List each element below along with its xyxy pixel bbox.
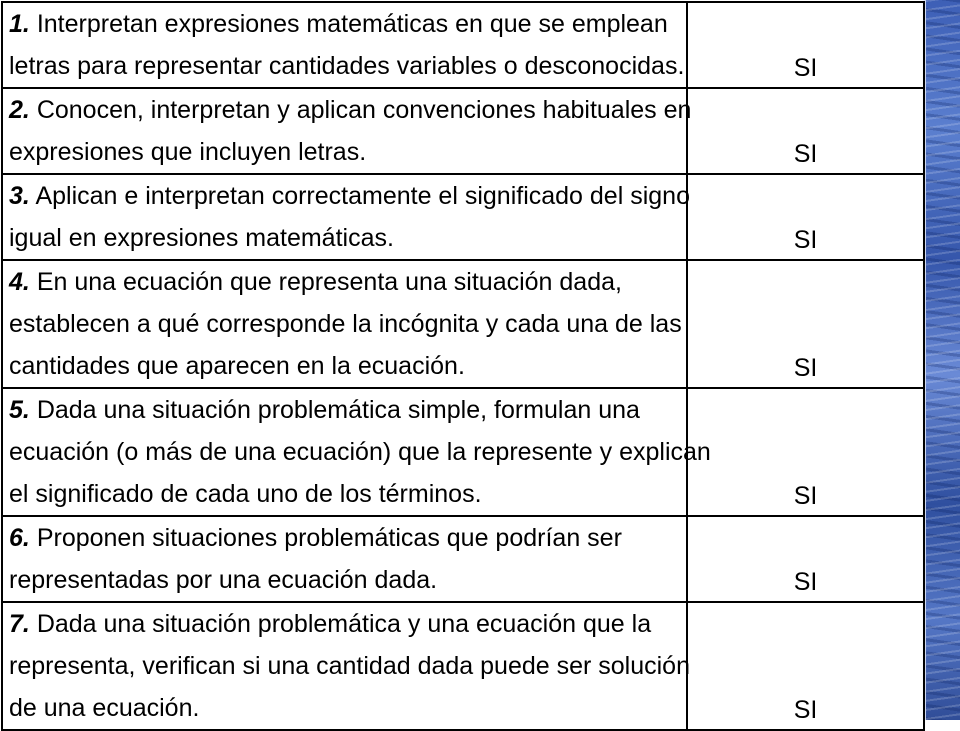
criterion-line [3,3,686,45]
criterion-value: SI [793,354,818,382]
criterion-line-text: Interpretan expresiones matemáticas en que se emplean [36,10,668,38]
criterion-value: SI [793,696,818,724]
criterion-line: representa, verifican si una cantidad dada puede ser solución [9,652,690,680]
criterion-value-cell [687,260,924,388]
criterion-number: 3. [9,182,30,210]
criterion-value-cell [687,602,924,730]
criterion-line: letras para representar cantidades variables o desconocidas. [9,52,685,80]
criterion-line [3,389,686,431]
criterion-line [3,603,686,645]
criterion-line: expresiones que incluyen letras. [9,138,367,166]
criterion-line-text: Dada una situación problemática y una ecuación que la [36,610,652,638]
criterion-value-cell [687,2,924,88]
criterion-value: SI [793,54,818,82]
criterion-value-cell [687,88,924,174]
decorative-blue-band [926,0,960,720]
table-row [2,2,924,88]
criterion-line-text: Proponen situaciones problemáticas que podrían ser [36,524,622,552]
criterion-line: representadas por una ecuación dada. [9,566,438,594]
criterion-text-cell [2,602,690,730]
criterion-value: SI [793,482,818,510]
criterion-line: de una ecuación. [9,694,200,722]
criterion-number: 6. [9,524,30,552]
criterion-line-text: Conocen, interpretan y aplican convenciones habituales en [36,96,692,124]
criterion-line: cantidades que aparecen en la ecuación. [9,352,465,380]
criterion-line [3,89,692,131]
criterion-text-cell [2,88,692,174]
criterion-line [3,175,690,217]
criterion-number: 5. [9,396,30,424]
table-row [2,516,924,602]
criterion-line [3,261,686,303]
criterion-number: 1. [9,10,30,38]
table-row [2,88,924,174]
criterion-value: SI [793,568,818,596]
criterion-line: el significado de cada uno de los términos. [9,480,482,508]
criterion-value: SI [793,140,818,168]
criterion-number: 7. [9,610,30,638]
criterion-value-cell [687,516,924,602]
table-row [2,388,924,516]
criterion-text-cell [2,388,711,516]
criterion-line: igual en expresiones matemáticas. [9,224,394,252]
criterion-line-text: Aplican e interpretan correctamente el significado del signo [35,182,690,210]
criterion-text-cell [2,516,687,602]
criterion-number: 4. [9,268,30,296]
criterion-line-text: Dada una situación problemática simple, formulan una [36,396,640,424]
criterion-text-cell [2,260,687,388]
criterion-value-cell [687,174,924,260]
criterion-text-cell [2,2,687,88]
criterion-line [3,517,686,559]
table-row [2,260,924,388]
criterion-text-cell [2,174,690,260]
criterion-number: 2. [9,96,30,124]
criteria-table [1,1,925,731]
table-row [2,602,924,730]
criterion-line: ecuación (o más de una ecuación) que la represente y explican [9,438,711,466]
criterion-value: SI [793,226,818,254]
criterion-value-cell [687,388,924,516]
criterion-line: establecen a qué corresponde la incógnita y cada una de las [9,310,682,338]
table-row [2,174,924,260]
criterion-line-text: En una ecuación que representa una situación dada, [36,268,622,296]
